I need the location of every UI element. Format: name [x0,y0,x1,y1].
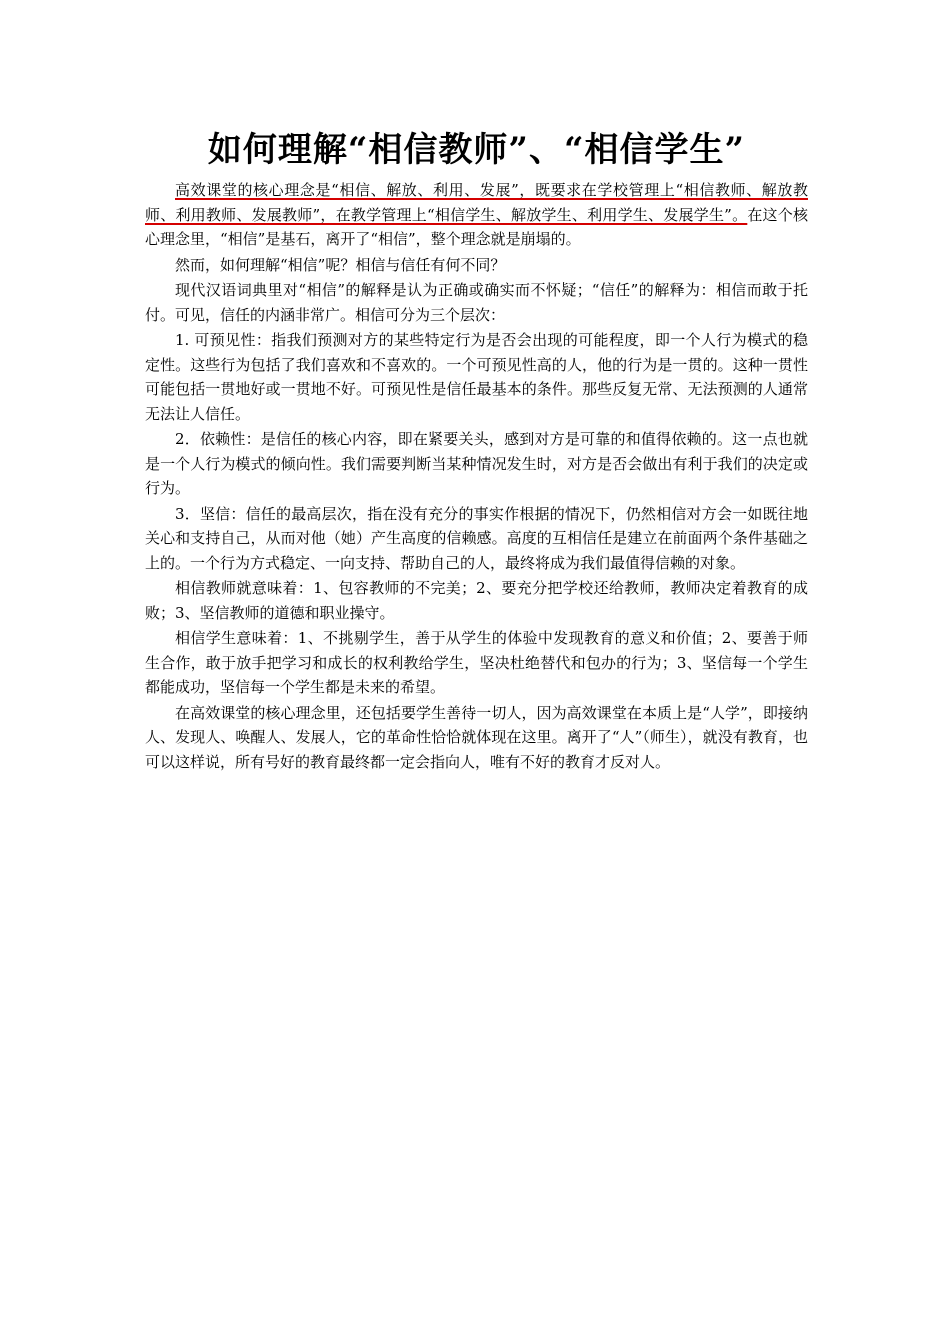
paragraph-question: 然而，如何理解“相信”呢？相信与信任有何不同？ [175,255,506,274]
paragraph-trust-teachers: 相信教师就意味着：1、包容教师的不完美；2、要充分把学校还给教师，教师决定着教育的成败；3、坚信教师的道德和职业操守。 [145,579,808,622]
paragraph-conclusion: 在高效课堂的核心理念里，还包括要学生善待一切人，因为高效课堂在本质上是“人学”，即接纳人、发现人、唤醒人、发展人，它的革命性恰恰就体现在这里。离开了“人”（师生），就没有教育，也可以这样说，所有号好的教育最终都一定会指向人，唯有不好的教育才反对人。 [145,703,808,771]
document-page [145,126,808,774]
intro-paragraph [145,178,808,252]
paragraph-level-predictability: 1. 可预见性：指我们预测对方的某些特定行为是否会出现的可能程度，即一个人行为模式的稳定性。这些行为包括了我们喜欢和不喜欢的。一个可预见性高的人，他的行为是一贯的。这种一贯性可能包括一贯地好或一贯地不好。可预见性是信任最基本的条件。那些反复无常、无法预测的人通常无法让人信任。 [145,331,808,423]
paragraph-level-dependability: 2．依赖性：是信任的核心内容，即在紧要关头，感到对方是可靠的和值得依赖的。这一点也就是一个人行为模式的倾向性。我们需要判断当某种情况发生时，对方是否会做出有利于我们的决定或行为。 [145,430,808,497]
underlined-core-concept: 高效课堂的核心理念是“相信、解放、利用、发展”，既要求在学校管理上“相信教师、解放教师、利用教师、发展教师”，在教学管理上“相信学生、解放学生、利用学生、发展学生”。 [145,181,808,224]
paragraph-trust-students: 相信学生意味着：1、不挑剔学生，善于从学生的体验中发现教育的意义和价值；2、要善于师生合作，敢于放手把学习和成长的权利教给学生，坚决杜绝替代和包办的行为；3、坚信每一个学生都能成功，坚信每一个学生都是未来的希望。 [145,629,808,696]
intro-rest-text: 在这个核心理念里，“相信”是基石，离开了“相信”，整个理念就是崩塌的。 [145,205,808,248]
paragraph-level-conviction: 3．坚信：信任的最高层次，指在没有充分的事实作根据的情况下，仍然相信对方会一如既往地关心和支持自己，从而对他（她）产生高度的信赖感。高度的互相信任是建立在前面两个条件基础之上的。一个行为方式稳定、一向支持、帮助自己的人，最终将成为我们最值得信赖的对象。 [145,504,808,572]
document-title: 如何理解“相信教师”、“相信学生” [207,130,746,170]
paragraph-definition: 现代汉语词典里对“相信”的解释是认为正确或确实而不怀疑；“信任”的解释为：相信而敢于托付。可见，信任的内涵非常广。相信可分为三个层次： [145,281,808,324]
